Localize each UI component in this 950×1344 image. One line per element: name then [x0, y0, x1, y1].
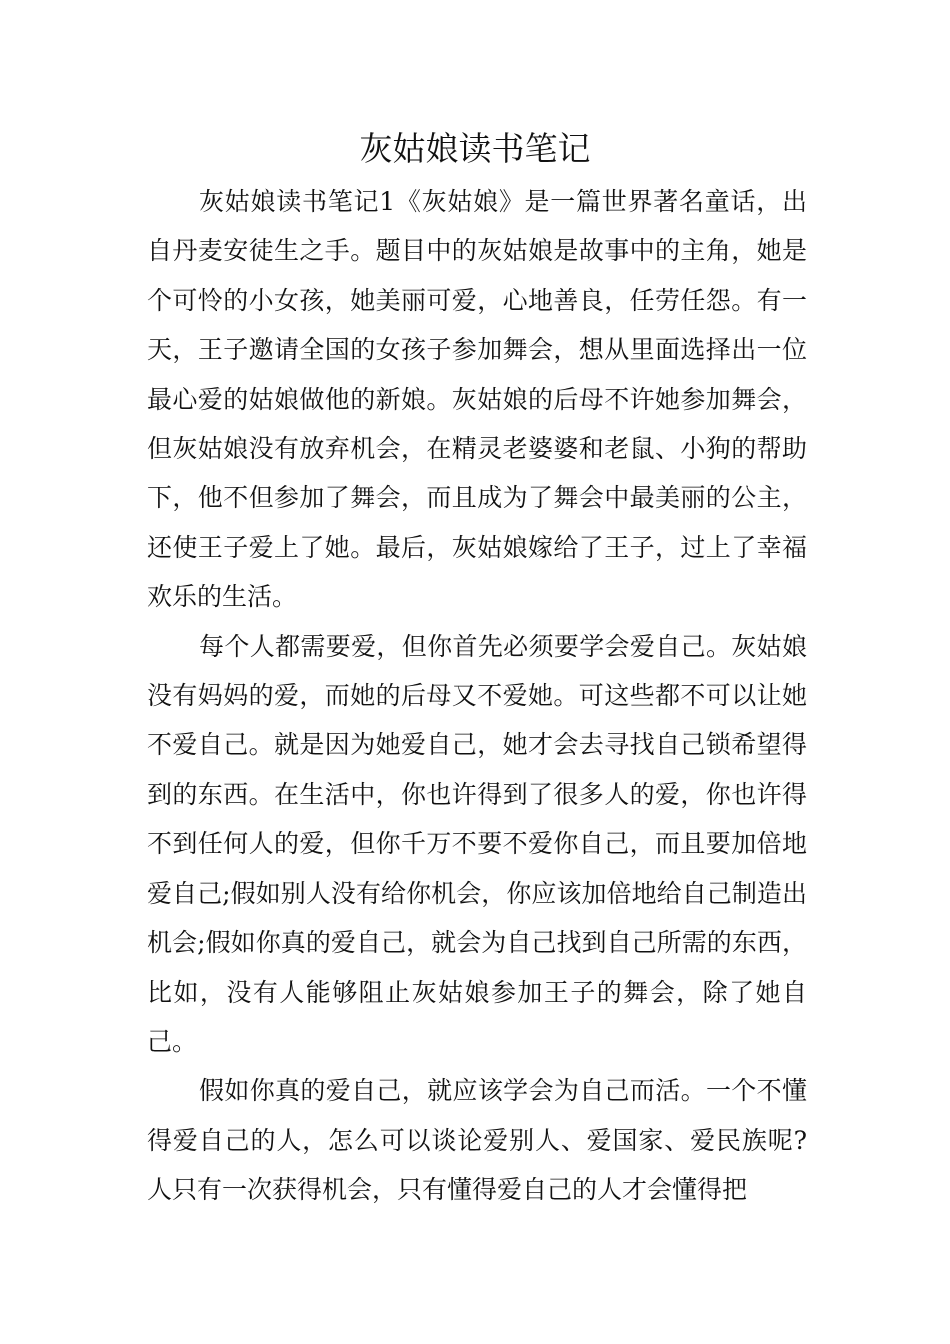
paragraph-3: 假如你真的爱自己，就应该学会为自己而活。一个不懂得爱自己的人，怎么可以谈论爱别人、爱国家、爱民族呢?人只有一次获得机会，只有懂得爱自己的人才会懂得把 [147, 1076, 807, 1205]
paragraph-2: 每个人都需要爱，但你首先必须要学会爱自己。灰姑娘没有妈妈的爱，而她的后母又不爱她。可这些都不可以让她不爱自己。就是因为她爱自己，她才会去寻找自己锁希望得到的东西。在生活中，你也许得到了很多人的爱，你也许得不到任何人的爱，但你千万不要不爱你自己，而且要加倍地爱自己;假如别人没有给你机会，你应该加倍地给自己制造出机会;假如你真的爱自己，就会为自己找到自己所需的东西，比如，没有人能够阻止灰姑娘参加王子的舞会，除了她自己。 [147, 631, 807, 1056]
document-title: 灰姑娘读书笔记 [359, 129, 591, 168]
document-body [147, 177, 807, 1215]
paragraph-1: 灰姑娘读书笔记1《灰姑娘》是一篇世界著名童话，出自丹麦安徒生之手。题目中的灰姑娘是故事中的主角，她是个可怜的小女孩，她美丽可爱，心地善良，任劳任怨。有一天，王子邀请全国的女孩子参加舞会，想从里面选择出一位最心爱的姑娘做他的新娘。灰姑娘的后母不许她参加舞会，但灰姑娘没有放弃机会，在精灵老婆婆和老鼠、小狗的帮助下，他不但参加了舞会，而且成为了舞会中最美丽的公主，还使王子爱上了她。最后，灰姑娘嫁给了王子，过上了幸福欢乐的生活。 [147, 187, 807, 612]
